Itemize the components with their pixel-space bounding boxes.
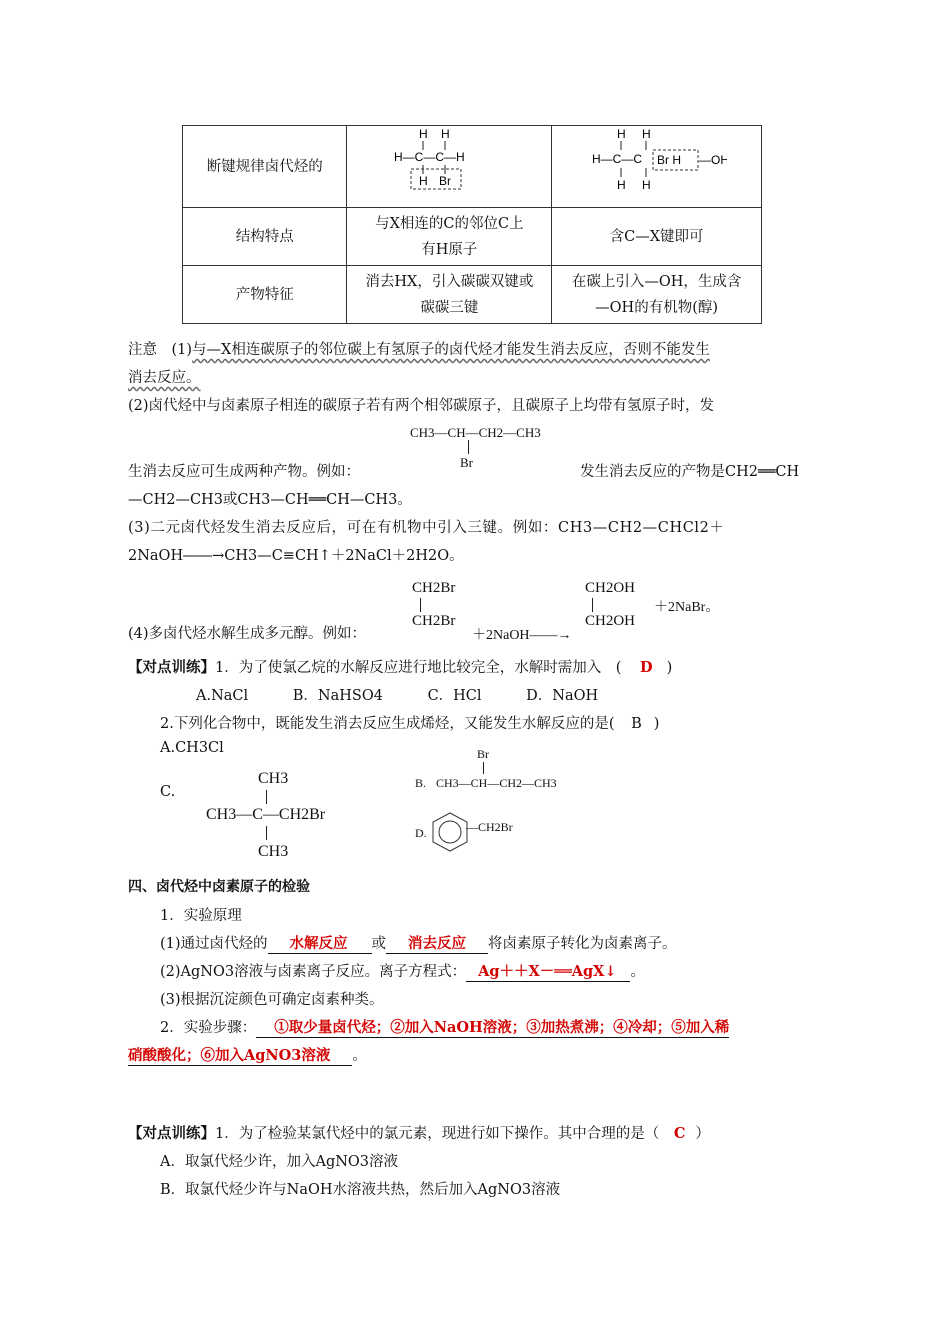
table-row: [183, 266, 762, 324]
struct-mid-chain: H—C—C—H: [394, 150, 466, 164]
note-4-ch2br-bottom: CH2Br: [412, 613, 456, 629]
note-4-tail: ＋2NaBr。: [654, 600, 720, 615]
practice-2-q1: 【对点训练】1．为了检验某氯代烃中的氯元素，现进行如下操作。其中合理的是（ C ）: [128, 1125, 710, 1142]
note-1-line-a: 注意 (1)与—X相连碳原子的邻位碳上有氢原子的卤代烃才能发生消去反应，否则不能发生: [128, 342, 710, 358]
option-c-top: CH3: [258, 770, 289, 787]
answer-steps-b: 硝酸酸化；⑥加入AgNO3溶液: [128, 1047, 331, 1064]
note-2-structure: CH3—CH—CH2—CH3: [410, 425, 541, 440]
option-c-bottom: CH3: [258, 843, 289, 860]
note-2-bond: [468, 440, 469, 454]
section-4-p1: (1)通过卤代烃的 水解反应 或 消去反应 将卤素原子转化为卤素离子。: [160, 932, 677, 954]
option-c-bond-top: [266, 790, 267, 804]
note-4-ch2oh-top: CH2OH: [585, 580, 636, 596]
option-b-chain: CH3—CH—CH2—CH3: [436, 776, 557, 790]
note-4-ch2oh-bottom: CH2OH: [585, 613, 636, 629]
section-4-s1: 1．实验原理: [160, 908, 242, 924]
note-2-line-c: 发生消去反应的产物是CH2══CH: [580, 464, 800, 480]
table-cell: 在碳上引入—OH，生成含 —OH的有机物(醇): [552, 266, 762, 324]
svg-text:Br H: Br H: [656, 153, 681, 167]
svg-text:H: H: [616, 127, 626, 141]
struct-box-h: H: [419, 174, 429, 188]
svg-text:H: H: [641, 178, 651, 192]
svg-text:H—C—C: H—C—C: [591, 152, 642, 166]
answer-b: B: [631, 716, 642, 732]
practice-1-q2: 2.下列化合物中，既能发生消去反应生成烯烃，又能发生水解反应的是( B ): [160, 716, 660, 732]
practice-2-option-a: A．取氯代烃少许，加入AgNO3溶液: [160, 1154, 399, 1170]
section-4-s2-cont: 硝酸酸化；⑥加入AgNO3溶液 。: [128, 1044, 367, 1066]
note-3-line-b: 2NaOH――→CH3—C≡CH↑＋2NaCl＋2H2O。: [128, 548, 464, 564]
elimination-structure: [389, 126, 509, 198]
table-cell-struct-hydrolysis: [552, 126, 762, 208]
table-row: [183, 126, 762, 208]
option-a: A.CH3Cl: [160, 740, 224, 756]
svg-text:—OH: —OH: [698, 153, 727, 167]
comparison-table: [182, 125, 762, 324]
section-4-p3: (3)根据沉淀颜色可确定卤素种类。: [160, 992, 384, 1008]
note-2-line-b: 生消去反应可生成两种产物。例如：: [128, 464, 360, 480]
table-row: [183, 208, 762, 266]
table-cell: 含C—X键即可: [552, 208, 762, 266]
svg-text:H: H: [641, 127, 651, 141]
answer-d: D: [640, 659, 653, 676]
svg-text:H: H: [441, 127, 451, 141]
note-4-bond-right: [592, 598, 593, 612]
table-cell: 消去HX，引入碳碳双键或 碳碳三键: [347, 266, 552, 324]
option-c-label: C.: [160, 784, 176, 800]
practice-2-option-b: B．取氯代烃少许与NaOH水溶液共热，然后加入AgNO3溶液: [160, 1182, 561, 1198]
struct-h-top: H: [419, 127, 429, 141]
table-cell-label: 断键规律卤代烃的: [183, 126, 347, 208]
note-4-ch2br-top: CH2Br: [412, 580, 456, 596]
section-4-title: 四、卤代烃中卤素原子的检验: [128, 879, 310, 895]
answer-hydrolysis: 水解反应: [289, 935, 348, 952]
hydrolysis-structure: [587, 126, 727, 198]
answer-c: C: [673, 1125, 686, 1142]
option-b-br: Br: [477, 747, 489, 761]
note-1-line-b: 消去反应。: [128, 370, 201, 386]
answer-elimination: 消去反应: [408, 935, 467, 952]
struct-box-br: Br: [439, 174, 452, 188]
table-cell-label: 产物特征: [183, 266, 347, 324]
answer-steps-a: ①取少量卤代烃；②加入NaOH溶液；③加热煮沸；④冷却；⑤加入稀: [274, 1019, 730, 1036]
table-cell-label: 结构特点: [183, 208, 347, 266]
section-4-p2: (2)AgNO3溶液与卤素离子反应。离子方程式： Ag＋＋X－══AgX↓ 。: [160, 960, 645, 982]
note-4-bond-left: [420, 598, 421, 612]
svg-text:H: H: [616, 178, 626, 192]
note-2-line-a: (2)卤代烃中与卤素原子相连的碳原子若有两个相邻碳原子，且碳原子上均带有氢原子时，发: [128, 398, 715, 414]
option-b-bond: [483, 762, 484, 774]
note-4-line-a: (4)多卤代烃水解生成多元醇。例如：: [128, 626, 367, 642]
option-c-mid: CH3—C—CH2Br: [206, 806, 326, 823]
note-2-line-d: —CH2—CH3或CH3—CH══CH—CH3。: [128, 492, 412, 508]
option-c-bond-bottom: [266, 826, 267, 840]
option-d-label: D.: [415, 826, 427, 840]
option-b-label: B.: [415, 776, 427, 790]
practice-1-q1: 【对点训练】1．为了使氯乙烷的水解反应进行地比较完全，水解时需加入 ( D ): [128, 659, 673, 676]
section-4-s2: 2．实验步骤： ①取少量卤代烃；②加入NaOH溶液；③加热煮沸；④冷却；⑤加入稀: [160, 1016, 729, 1038]
note-3-line-a: (3)二元卤代烃发生消去反应后，可在有机物中引入三键。例如：CH3—CH2—CHCl2＋: [128, 520, 725, 536]
option-d-sub: —CH2Br: [466, 820, 513, 834]
note-4-reagent: ＋2NaOH――→: [472, 628, 572, 643]
table-cell: 与X相连的C的邻位C上 有H原子: [347, 208, 552, 266]
practice-1-q1-options: A.NaCl B．NaHSO4 C．HCl D．NaOH: [196, 688, 599, 704]
note-2-br: Br: [460, 455, 473, 470]
table-cell-struct-elimination: [347, 126, 552, 208]
answer-ionic-equation: Ag＋＋X－══AgX↓: [478, 963, 617, 980]
